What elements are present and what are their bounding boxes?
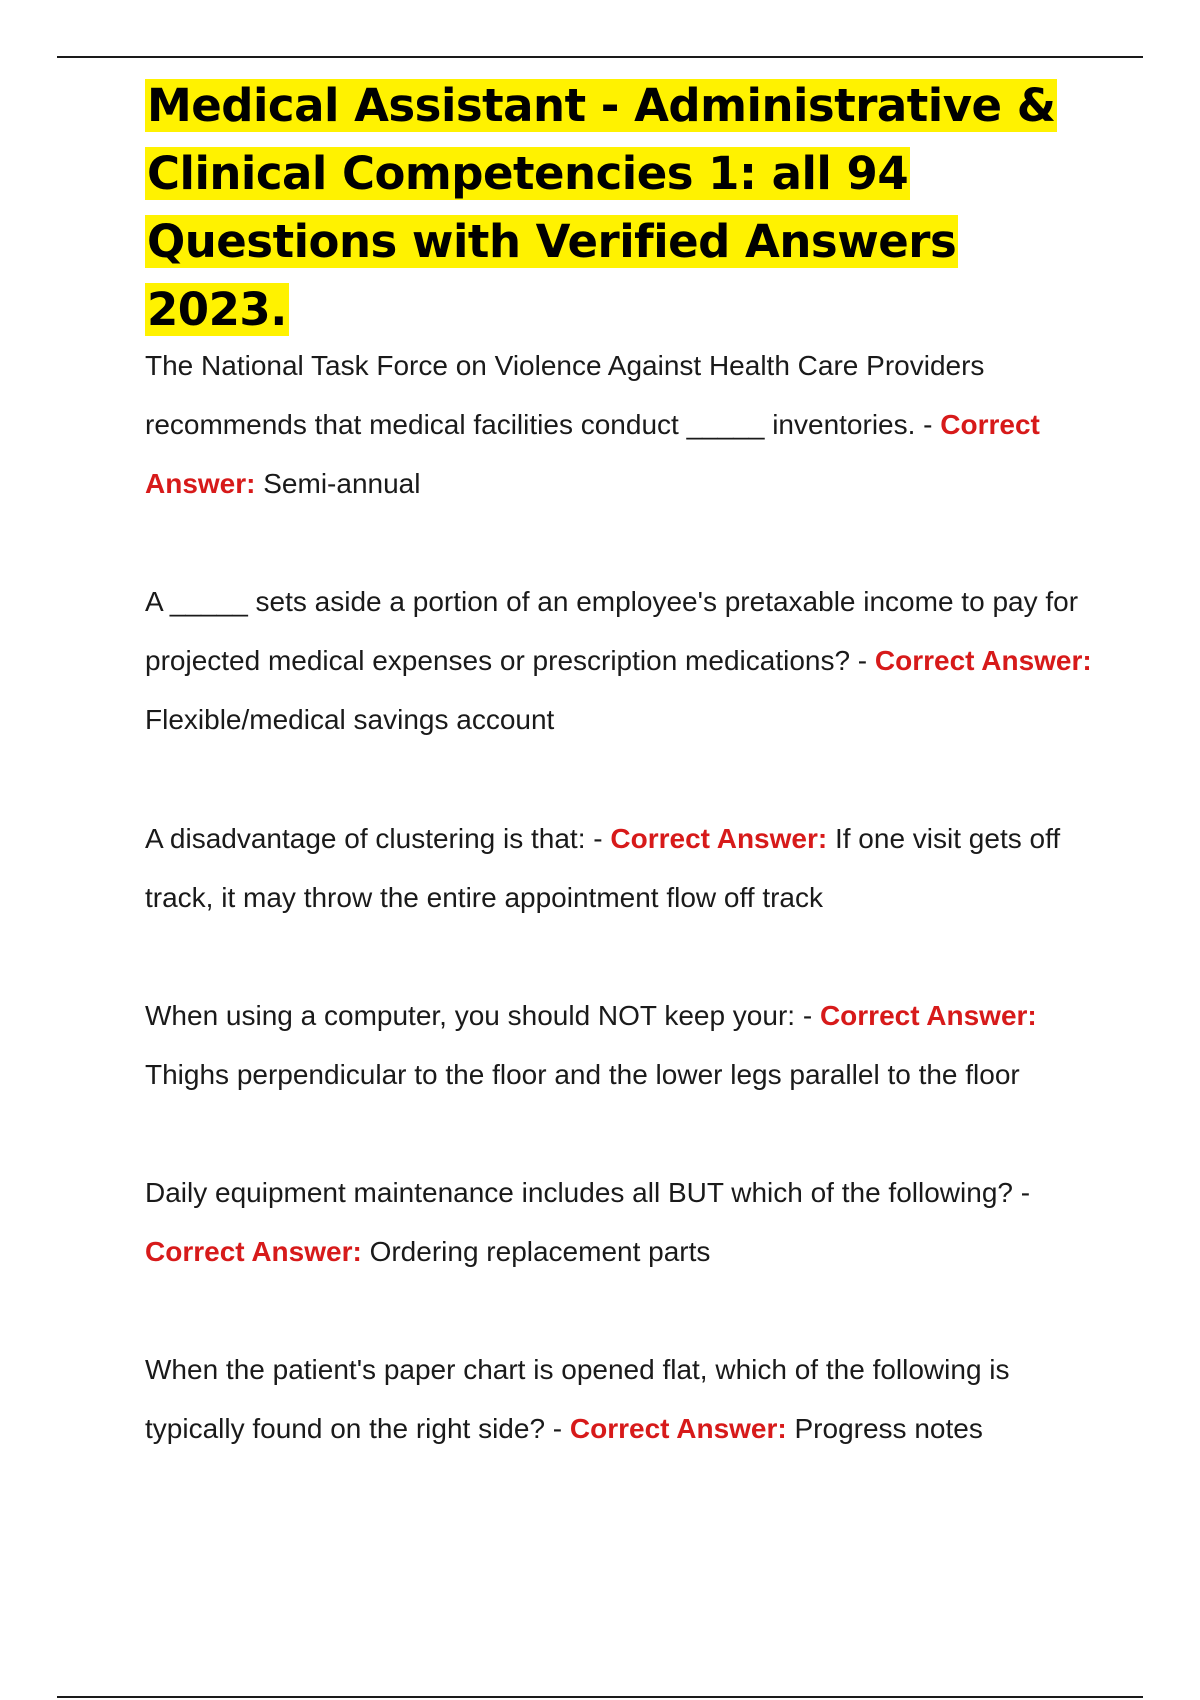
correct-answer-label: Correct Answer:: [569, 1413, 787, 1444]
top-divider: [57, 56, 1143, 58]
correct-answer-label: Correct Answer:: [145, 409, 1040, 499]
question-text: When the patient's paper chart is opened flat, which of the following is typically found on the right side? -: [145, 1354, 1010, 1444]
correct-answer-label: Correct Answer:: [610, 823, 828, 854]
question-item: [145, 1340, 1105, 1458]
question-text: Daily equipment maintenance includes all BUT which of the following? -: [145, 1177, 1031, 1208]
answer-text: Progress notes: [794, 1413, 983, 1444]
answer-text: Semi-annual: [263, 468, 421, 499]
question-text: When using a computer, you should NOT keep your: -: [145, 1000, 820, 1031]
bottom-divider: [57, 1696, 1143, 1698]
question-item: [145, 572, 1105, 749]
correct-answer-label: Correct Answer:: [819, 1000, 1037, 1031]
document-title: [145, 72, 1105, 344]
question-text: The National Task Force on Violence Against Health Care Providers recommends that medical facilities conduct _____ inventories. -: [145, 350, 985, 440]
answer-text: Thighs perpendicular to the floor and the lower legs parallel to the floor: [145, 1059, 1020, 1090]
correct-answer-label: Correct Answer:: [145, 1236, 362, 1267]
question-item: [145, 986, 1105, 1104]
answer-text: Flexible/medical savings account: [145, 704, 555, 735]
document-page: [145, 72, 1105, 1444]
question-item: [145, 809, 1105, 927]
question-item: [145, 1163, 1105, 1281]
answer-text: If one visit gets off track, it may throw the entire appointment flow off track: [145, 823, 1061, 913]
question-item: [145, 336, 1105, 513]
answer-text: Ordering replacement parts: [369, 1236, 711, 1267]
correct-answer-label: Correct Answer:: [874, 645, 1092, 676]
question-text: A _____ sets aside a portion of an employee's pretaxable income to pay for projected medical expenses or prescription medications? -: [145, 586, 1079, 676]
title-highlight: Medical Assistant - Administrative & Clinical Competencies 1: all 94 Questions with Verified Answers 2023.: [147, 79, 1056, 336]
question-text: A disadvantage of clustering is that: -: [145, 823, 611, 854]
